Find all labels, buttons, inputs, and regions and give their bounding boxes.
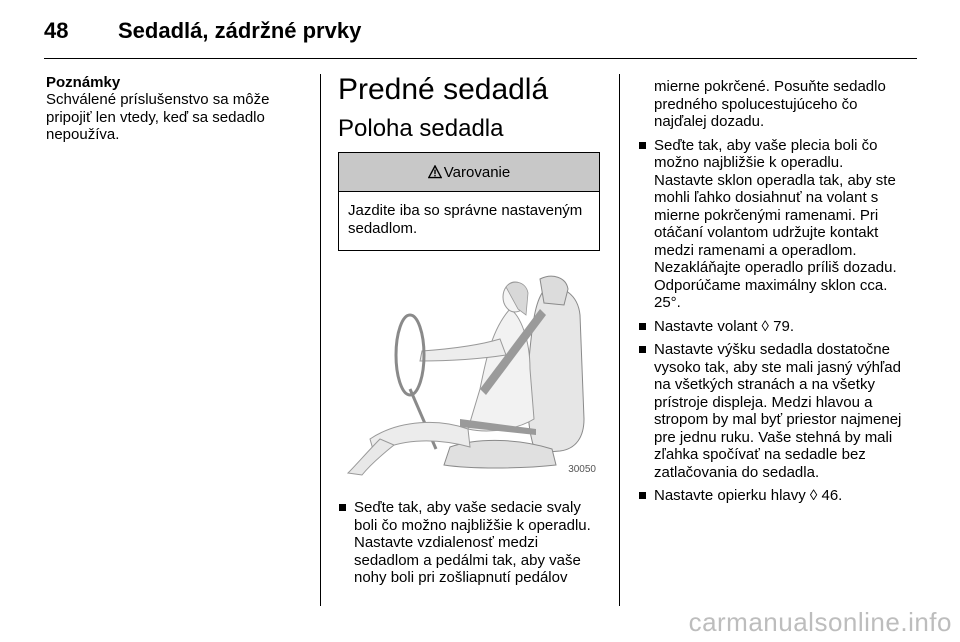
warning-header xyxy=(339,153,599,192)
list-item: Nastavte výšku sedadla dostatočne vysoko tak, aby ste mali jasný výhľad na všetkých stranách a na všetky prístroje displeja. Medzi hlavou a stropom by mal byť priestor najmenej pre jednu ruku. Vaše stehná by mali zľahka spočívať na sedadle bez zatlačovania do sedadla. xyxy=(638,341,906,481)
column-1 xyxy=(46,74,306,144)
list-item: Nastavte opierku hlavy ◊ 46. xyxy=(638,487,906,505)
page-number: 48 xyxy=(44,18,69,43)
bullet-square-icon xyxy=(639,323,646,330)
section-title: Predné sedadlá xyxy=(338,73,549,106)
column-2 xyxy=(338,74,602,593)
column-divider-1 xyxy=(320,74,321,606)
bullet-square-icon xyxy=(639,142,646,149)
chapter-title: Sedadlá, zádržné prvky xyxy=(118,18,362,43)
bullet-square-icon xyxy=(339,504,346,511)
warning-box xyxy=(338,152,600,251)
section-subtitle: Poloha sedadla xyxy=(338,115,504,142)
note-text: Schválené príslušenstvo sa môže pripojiť len vtedy, keď sa sedadlo nepoužíva. xyxy=(46,91,270,143)
column-divider-2 xyxy=(619,74,620,606)
col3-bullet-list xyxy=(638,137,906,505)
continued-text: mierne pokrčené. Posuňte sedadlo predného spolucestujúceho čo najďalej dozadu. xyxy=(654,78,886,130)
note-title: Poznámky xyxy=(46,74,121,91)
page-header xyxy=(0,0,960,60)
bullet-square-icon xyxy=(639,492,646,499)
list-item: Seďte tak, aby vaše plecia boli čo možno najbližšie k operadlu. Nastavte sklon operadla tak, aby ste mohli ľahko dosiahnuť na volant s mierne pokrčenými ramenami. Pri otáčaní volantom udržujte kontakt medzi ramenami a operadlom. Nezakláňajte operadlo príliš dozadu. Odporúčame maximálny sklon cca. 25°. xyxy=(638,137,906,312)
driver-seat-drawing xyxy=(340,269,600,477)
watermark: carmanualsonline.info xyxy=(688,607,952,637)
warning-text: Jazdite iba so správne nastaveným sedadlom. xyxy=(348,202,583,237)
seat-position-illustration xyxy=(340,269,600,477)
list-item: Nastavte volant ◊ 79. xyxy=(638,318,906,336)
figure-number: 30050 xyxy=(568,464,596,475)
header-rule xyxy=(44,58,917,59)
warning-triangle-icon xyxy=(428,165,442,179)
col2-bullet-list xyxy=(338,499,602,587)
bullet-square-icon xyxy=(639,346,646,353)
warning-label: Varovanie xyxy=(443,163,511,181)
list-item: Seďte tak, aby vaše sedacie svaly boli čo možno najbližšie k operadlu. Nastavte vzdialenosť medzi sedadlom a pedálmi tak, aby vaše nohy boli pri zošliapnutí pedálov xyxy=(338,499,602,587)
column-3 xyxy=(638,78,906,511)
